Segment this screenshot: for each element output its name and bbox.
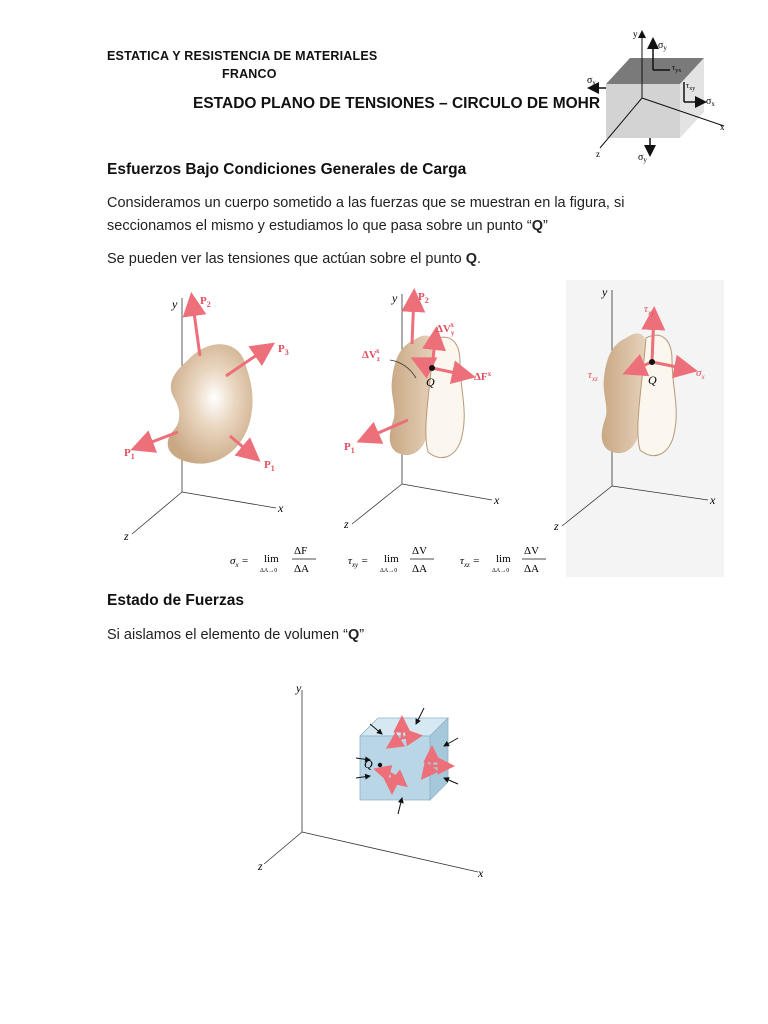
axis-x-label: x — [478, 866, 484, 878]
force-p1-label: $P_1$ — [344, 441, 355, 455]
force-p2-label: $P_2$ — [418, 291, 429, 305]
svg-text:ΔF: ΔF — [294, 545, 308, 557]
point-q-label: Q — [426, 375, 435, 389]
force-p2-label: $P_2$ — [200, 295, 211, 309]
text-segment: . — [477, 251, 482, 267]
section-heading-general-loading: Esfuerzos Bajo Condiciones Generales de Carga — [107, 161, 467, 178]
page-title: ESTADO PLANO DE TENSIONES – CIRCULO DE MOHR — [193, 95, 601, 112]
delta-fx-label: $\Delta F^x$ — [474, 370, 492, 383]
svg-text:ΔV: ΔV — [524, 545, 540, 557]
svg-text:lim: lim — [496, 553, 511, 565]
axis-y-label: y — [172, 297, 178, 311]
svg-text:τxz =: $\tau_{xz}$ = — [460, 555, 480, 569]
equation-tau-xz — [460, 545, 546, 575]
equation-sigma-x — [230, 545, 316, 575]
text-segment: Si aislamos el elemento de volumen “ — [107, 627, 348, 643]
axis-y-label: y — [296, 681, 302, 695]
svg-text:ΔA: ΔA — [412, 563, 428, 575]
svg-text:σx =: $\sigma_x$ = — [230, 555, 249, 569]
svg-text:τyx: $\tau_{yx}$ — [672, 63, 682, 74]
svg-text:τxy =: $\tau_{xy}$ = — [348, 555, 369, 569]
stress-cube-figure — [584, 26, 734, 166]
axis-z-label: z — [124, 529, 129, 543]
axis-x-label: x — [278, 501, 284, 515]
svg-text:σy: $\sigma_y$ — [658, 40, 667, 52]
author-name: FRANCO — [222, 67, 277, 81]
force-p3-label: $P_3$ — [278, 343, 289, 357]
axis-x-label: x — [710, 493, 716, 507]
section-heading-force-state: Estado de Fuerzas — [107, 592, 244, 609]
axis-z-label: z — [344, 517, 349, 531]
point-q-bold: Q — [531, 218, 544, 234]
delta-vy-label: $\Delta V_yx$ — [436, 321, 455, 337]
svg-text:σy: $\sigma_y$ — [638, 152, 647, 164]
svg-text:lim: lim — [264, 553, 279, 565]
axis-x-label: x — [720, 122, 725, 132]
text-segment: ” — [359, 627, 365, 643]
text-segment: ” — [543, 218, 548, 234]
force-p1-label-left: $P_1$ — [124, 447, 135, 461]
delta-vz-label: $\Delta V_zx$ — [362, 347, 380, 363]
paragraph-isolate-element — [107, 624, 364, 647]
tau-xy-label: $\tau_{xy}$ — [644, 303, 655, 317]
svg-text:ΔA→0: ΔA→0 — [380, 568, 398, 574]
svg-text:σx: $\sigma_x$ — [706, 96, 715, 108]
point-q-label: Q — [364, 757, 373, 771]
axis-y-label: y — [602, 285, 608, 299]
sigma-x-label: $\sigma_x$ — [696, 367, 705, 381]
text-segment: seccionamos el mismo y estudiamos lo que pasa sobre un punto “ — [107, 218, 532, 234]
force-p1-label-right: $P_1$ — [264, 459, 275, 473]
volume-element-figure — [252, 678, 492, 878]
axis-y-label: y — [633, 29, 638, 39]
paragraph-intro — [107, 192, 707, 238]
axis-z-label: z — [554, 519, 559, 533]
paragraph-intro-line2 — [107, 215, 707, 238]
course-title: ESTATICA Y RESISTENCIA DE MATERIALES — [107, 49, 378, 63]
point-q-bold: Q — [347, 627, 360, 643]
svg-text:ΔA→0: ΔA→0 — [260, 568, 278, 574]
axis-z-label: z — [596, 149, 600, 159]
axis-y-label: y — [392, 291, 398, 305]
paragraph-stresses — [107, 248, 481, 271]
text-segment: Se pueden ver las tensiones que actúan sobre el punto — [107, 251, 466, 267]
svg-text:σx: $\sigma_x$ — [587, 75, 596, 87]
svg-text:ΔV: ΔV — [412, 545, 428, 557]
point-q-bold: Q — [465, 251, 478, 267]
svg-text:ΔA: ΔA — [524, 563, 540, 575]
svg-text:ΔA: ΔA — [294, 563, 310, 575]
svg-text:lim: lim — [384, 553, 399, 565]
axis-z-label: z — [258, 859, 263, 873]
tau-xz-label: $\tau_{xz}$ — [588, 369, 598, 383]
point-q-label: Q — [648, 373, 657, 387]
body-section-figure — [118, 280, 724, 580]
equation-tau-xy — [348, 545, 434, 575]
svg-text:τxy: $\tau_{xy}$ — [686, 81, 696, 92]
svg-text:ΔA→0: ΔA→0 — [492, 568, 510, 574]
paragraph-intro-line1: Consideramos un cuerpo sometido a las fuerzas que se muestran en la figura, si — [107, 195, 625, 211]
axis-x-label: x — [494, 493, 500, 507]
